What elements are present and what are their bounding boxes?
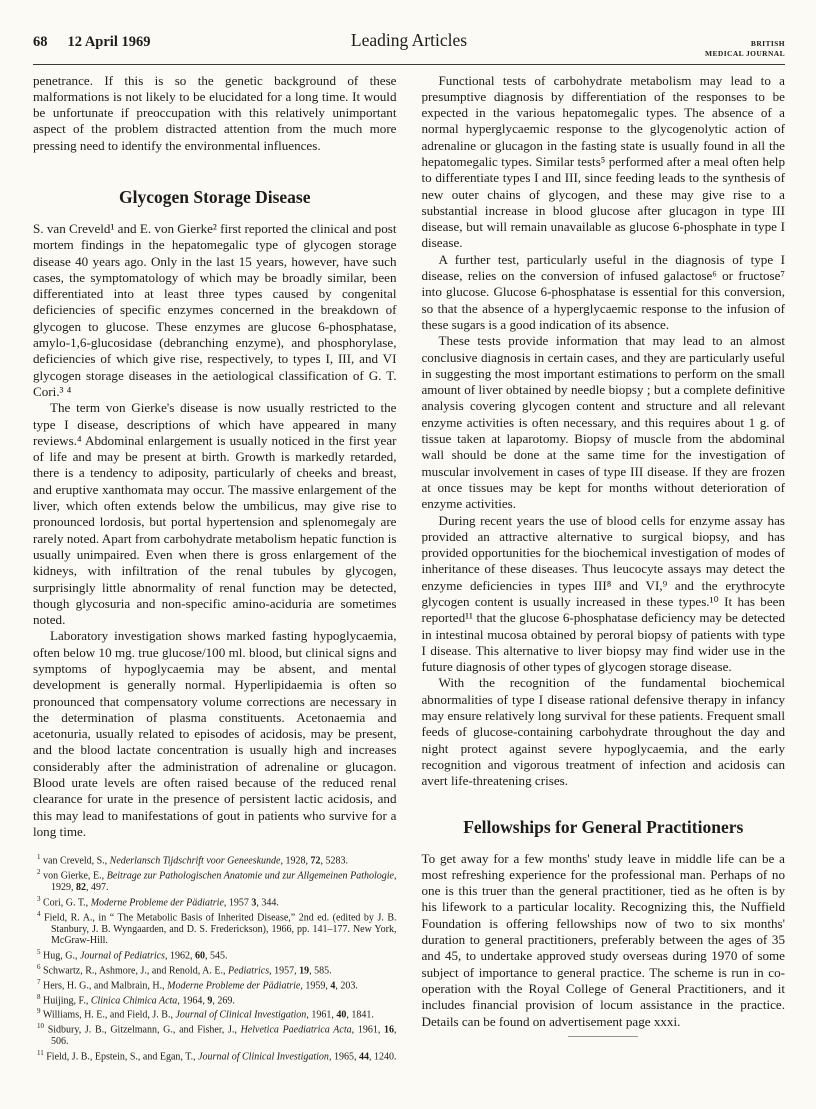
page-number: 68 [33,34,48,50]
paragraph: A further test, particularly useful in the diagnosis of type I disease, relies on the conversion of infused galactose⁶ or fructose⁷ into glucose. Glucose 6-phosphatase is essential for this conversion, so that the absence of a hyperglycaemic response to the infusion of these sugars is a good indication of its absence. [421,251,785,332]
issue-date: 12 April 1969 [67,34,151,50]
columns [33,73,785,1063]
reference-item: $^5$ Hug, G., Journal of Pediatrics, 1962, 60, 545. [37,947,228,962]
paragraph: Functional tests of carbohydrate metabolism may lead to a presumptive diagnosis by differentiation of the responses to be expected in the various hepatomegalic types. The absence of a normal hyperglycaemic response to the glycogenolytic action of adrenaline or glucagon in the fasting state is usually found in all the hepatomegalic types. Similar tests⁵ performed after a meal often help to differentiate types I and III, since feeding leads to the synthesis of new outer chains of glycogen, and these may give rise to a substantial increase in blood glucose after glucagon in type III disease, but will remain unavailable as glucose 6-phosphate in type I disease. [421,72,785,251]
journal-name-line1: BRITISH [750,39,785,48]
reference-item: $^1$ van Creveld, S., Nederlansch Tijdschrift voor Geneeskunde, 1928, 72, 5283. [37,853,348,867]
reference-item: $^4$ Field, R. A., in “ The Metabolic Basis of Inherited Disease,” 2nd ed. (edited by J. B. Stanbury, J. B. Wyngaarden, and D. S. Frederickson), 1966, pp. 141–177. New York, McGraw-Hill. [37,909,397,947]
paragraph: Laboratory investigation shows marked fasting hypoglycaemia, often below 10 mg. true glucose/100 ml. blood, but clinical signs and symptoms of hypoglycaemia may be absent, and mental development is generally normal. Hyperlipidaemia is often so pronounced that compensatory volume corrections are necessary in the determination of plasma constituents. Acetonaemia and acetonuria, usually related to episodes of acidosis, may be present, and the blood lactate concentration is usually high and increases considerably after the administration of adrenaline or glucagon. Blood urate levels are often raised because of the reduced renal clearance for urate in the presence of persistent lactic acidosis, and this may lead to manifestations of gout in patients who survive for a long time. [33,628,397,839]
paragraph: During recent years the use of blood cells for enzyme assay has provided an attractive alternative to surgical biopsy, and has provided opportunities for the biochemical investigation of modes of inheritance of these diseases. Thus leucocyte assays may detect the enzyme deficiencies in types III⁸ and VI,⁹ and the erythrocyte glycogen content is usually increased in these types.¹⁰ It has been reported¹¹ that the glucose 6-phosphatase deficiency may be detected in intestinal mucosa obtained by peroral biopsy of patients with type I disease. This alternative to liver biopsy may find wider use in the future diagnosis of other types of glycogen storage disease. [421,512,785,675]
article2-body [422,851,786,1030]
paragraph: S. van Creveld¹ and E. von Gierke² first reported the clinical and post mortem findings in the hepatomegalic type of glycogen storage disease 40 years ago. Only in the last 15 years, however, have such cases, the symptomatology of which may be broadly similar, been differentiated into at least three types caused by congenital deficiencies of specific enzymes concerned in the breakdown of glycogen to glucose. These enzymes are glucose 6-phosphatase, amylo-1,6-glucosidase (debranching enzyme), and phosphorylase, deficiencies of which give rise, respectively, to types I, III, and VI glycogen storage diseases in the aetiological classification of G. T. Cori.³ ⁴ [33,220,397,399]
continuation-paragraph: penetrance. If this is so the genetic background of these malformations is not likely to be elucidated for a long time. It would be unfortunate if preoccupation with this relatively unimportant aspect of the problem distracted attention from the much more pressing need to identify the environmental influences. [33,72,397,153]
article-title-fellowships: Fellowships for General Practitioners [463,816,744,837]
section-title: Leading Articles [350,30,468,50]
header-rule [33,64,785,65]
reference-item: $^7$ Hers, H. G., and Malbrain, H., Moderne Probleme der Pädiatrie, 1959, 4, 203. [37,977,358,991]
reference-item: $^2$ von Gierke, E., Beitrage zur Pathologischen Anatomie und zur Allgemeinen Pathologie, 1929, 82, 497. [37,868,397,894]
header-left [33,34,351,51]
journal-name [467,39,785,59]
reference-item: $^{11}$ Field, J. B., Epstein, S., and Egan, T., Journal of Clinical Investigation, 1965, 44, 1240. [37,1048,397,1063]
article-body [33,221,397,840]
page-header [33,30,785,59]
paragraph: With the recognition of the fundamental biochemical abnormalities of type I disease rational defensive therapy in infancy may ensure relatively long survival for these patients. Frequent small feeds of glucose-containing carbohydrate throughout the day and night protect against severe hypoglycaemia, and the early recognition and vigorous treatment of infection and acidosis can avert life-threatening crises. [421,675,785,789]
journal-name-line2: MEDICAL JOURNAL [705,48,785,58]
right-column [422,73,786,1063]
reference-item: $^6$ Schwartz, R., Ashmore, J., and Renold, A. E., Pediatrics, 1957, 19, 585. [37,962,332,976]
paragraph: These tests provide information that may lead to an almost conclusive diagnosis in certain cases, and they are particularly useful in suggesting the most important estimations to perform on the small amount of liver obtained by needle biopsy ; but a complete definitive analysis covering glycogen content and structure and all relevant enzyme activities is often necessary, and this requires about 1 g. of tissue taken at laparotomy. Biopsy of muscle from the abdominal wall should be done at the same time for the investigation of muscular involvement in cases of type III disease. If they are frozen at once tissues may be kept for months without deterioration of enzyme activities. [421,333,785,512]
references-list [33,852,397,1063]
reference-item: $^9$ Williams, H. E., and Field, J. B., Journal of Clinical Investigation, 1961, 40, 1841. [37,1007,374,1021]
reference-item: $^8$ Huijing, F., Clinica Chimica Acta, 1964, 9, 269. [37,992,235,1006]
left-column [33,73,397,1063]
end-rule [568,1036,638,1037]
article-title-glycogen-storage-disease: Glycogen Storage Disease [119,186,311,207]
reference-item: $^3$ Cori, G. T., Moderne Probleme der Pädiatrie, 1957 3, 344. [37,894,279,909]
article-continuation [422,73,786,790]
paragraph: To get away for a few months' study leave in middle life can be a most refreshing experience for the professional man. Perhaps of no one is this truer than the general practitioner, tied as he often is by his lifework to a particular locality. Recognizing this, the Nuffield Foundation is offering fellowships now of two to six months' duration to general practitioners, preferably between the ages of 35 and 45, to undertake approved study overseas during 1970 of some subject of importance to general practice. The scheme is run in co-operation with the Royal College of General Practitioners, and it includes financial provision of locum assistance in the practice. Details can be found on advertisement page xxxi. [421,850,785,1029]
paragraph: The term von Gierke's disease is now usually restricted to the type I disease, descriptions of which have appeared in many reviews.⁴ Abdominal enlargement is usually noticed in the first year of life and may be present at birth. Growth is markedly retarded, there is a tendency to adiposity, particularly of cheeks and breast, and eruptive xanthomata may occur. The massive enlargement of the liver, which often extends below the umbilicus, may give rise to pronounced lordosis, but portal hypertension and splenomegaly are rarely noted. Apart from carbohydrate metabolism hepatic function is usually unimpaired. Even when there is gross enlargement of the kidneys, with infiltration of the renal tubules by glycogen, surprisingly little abnormality of renal function may be detected, though glycosuria and non-specific amino-aciduria are sometimes noted. [33,400,397,628]
reference-item: $^{10}$ Sidbury, J. B., Gitzelmann, G., and Fisher, J., Helvetica Paediatrica Acta, 1961, 16, 506. [37,1022,397,1048]
